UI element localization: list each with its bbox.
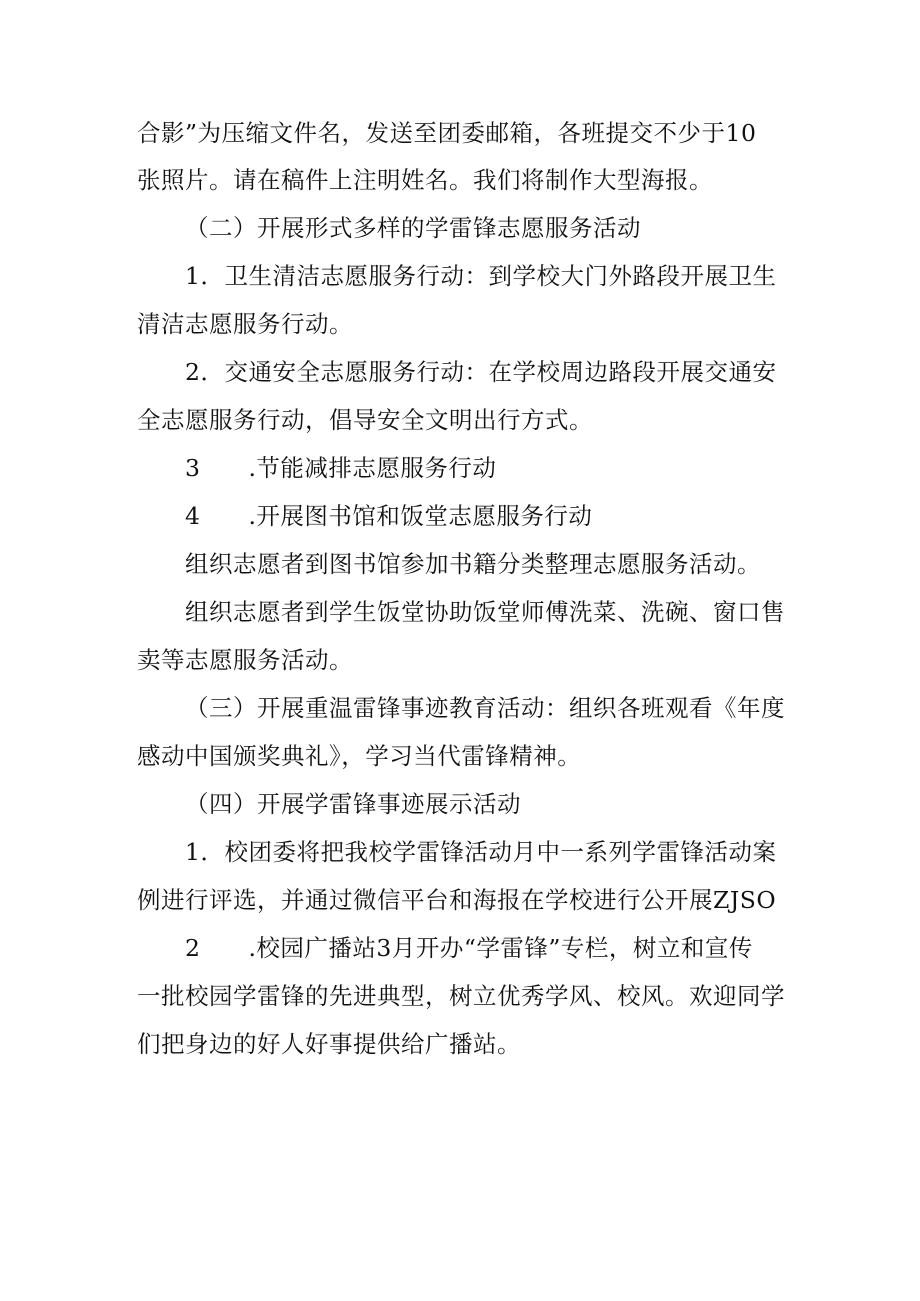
text-line: 一批校园学雷锋的先进典型，树立优秀学风、校风。欢迎同学: [137, 982, 785, 1010]
text-line: 全志愿服务行动，倡导安全文明出行方式。: [137, 406, 593, 434]
numbered-item: [185, 501, 592, 531]
item-number: 4: [185, 502, 201, 530]
item-text: .校园广播站3月开办“学雷锋”专栏，树立和宣传: [248, 934, 753, 962]
text-line: 合影”为压缩文件名，发送至团委邮箱，各班提交不少于10: [137, 119, 757, 147]
section-heading-2: （二）开展形式多样的学雷锋志愿服务活动: [185, 214, 641, 242]
section-heading-3: （三）开展重温雷锋事迹教育活动：组织各班观看《年度: [185, 694, 785, 722]
text-line: 清洁志愿服务行动。: [137, 310, 353, 338]
text-line: 组织志愿者到图书馆参加书籍分类整理志愿服务活动。: [185, 550, 761, 578]
text-line: 1．校团委将把我校学雷锋活动月中一系列学雷锋活动案: [185, 838, 777, 866]
item-number: 3: [185, 454, 201, 482]
section-heading-4: （四）开展学雷锋事迹展示活动: [185, 790, 521, 818]
numbered-item: [185, 933, 753, 963]
text-line: 组织志愿者到学生饭堂协助饭堂师傅洗菜、洗碗、窗口售: [185, 598, 785, 626]
text-line: 1．卫生清洁志愿服务行动：到学校大门外路段开展卫生: [185, 262, 777, 290]
text-line: 2．交通安全志愿服务行动：在学校周边路段开展交通安: [185, 358, 777, 386]
text-line: 卖等志愿服务活动。: [137, 646, 353, 674]
item-text: .开展图书馆和饭堂志愿服务行动: [248, 502, 593, 530]
numbered-item: [185, 453, 496, 483]
text-line: 感动中国颁奖典礼》，学习当代雷锋精神。: [137, 742, 582, 770]
text-line: 张照片。请在稿件上注明姓名。我们将制作大型海报。: [137, 166, 713, 194]
text-line: 例进行评选，并通过微信平台和海报在学校进行公开展ZJSO: [137, 886, 777, 914]
item-number: 2: [185, 934, 201, 962]
text-line: 们把身边的好人好事提供给广播站。: [137, 1030, 521, 1058]
item-text: .节能减排志愿服务行动: [248, 454, 497, 482]
